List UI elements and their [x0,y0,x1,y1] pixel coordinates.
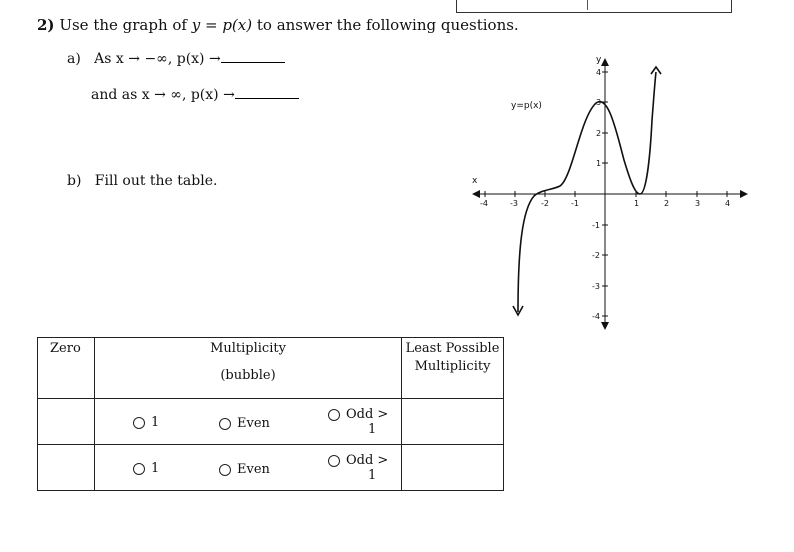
top-arrow-fragment [587,0,588,10]
x-tick-label: 3 [695,199,701,208]
radio-circle-icon[interactable] [328,455,340,467]
option-even-label: Even [237,462,270,477]
option-one[interactable] [133,461,159,476]
option-one[interactable] [133,415,159,430]
y-tick-label: -1 [592,221,600,230]
question-function: y = p(x) [191,16,253,34]
header-multiplicity [95,338,402,399]
curve-label: y=p(x) [511,101,542,111]
header-zero [38,338,95,399]
least-multiplicity-cell[interactable] [402,445,504,491]
header-mult-line2: (bubble) [220,368,276,383]
option-even[interactable] [219,462,270,477]
x-tick-label: -4 [480,199,488,208]
radio-circle-icon[interactable] [219,418,231,430]
radio-circle-icon[interactable] [133,463,145,475]
header-least-possible [402,338,504,399]
function-graph [470,45,760,335]
header-zero-label: Zero [50,341,81,356]
part-b-text: Fill out the table. [94,173,218,189]
part-a-line1 [67,51,285,67]
option-odd-label2: 1 [368,468,377,483]
radio-circle-icon[interactable] [219,464,231,476]
option-one-label: 1 [151,415,160,430]
multiplicity-options-cell [95,399,402,445]
least-multiplicity-cell[interactable] [402,399,504,445]
option-even-label: Even [237,416,270,431]
question-text-after: to answer the following questions. [252,16,519,34]
x-tick-label: 2 [664,199,670,208]
question-number: 2) [37,16,55,34]
option-odd-label: Odd > [346,407,389,422]
option-one-label: 1 [151,461,160,476]
y-tick-label: 2 [596,129,602,138]
x-tick-label: -1 [571,199,579,208]
y-tick-label: -2 [592,251,600,260]
part-a-line2 [91,87,299,103]
option-even[interactable] [219,416,270,431]
x-tick-label: 1 [634,199,640,208]
x-tick-label: -3 [510,199,518,208]
x-tick-label: 4 [725,199,731,208]
zero-cell[interactable] [38,399,95,445]
option-odd-label2: 1 [368,422,377,437]
table-row [38,445,504,491]
y-axis-label: y [596,55,602,65]
y-tick-label: 1 [596,159,602,168]
part-b-label: b) [67,173,82,189]
y-tick-label: -3 [592,282,600,291]
header-least-line2: Multiplicity [414,359,491,374]
header-least-line1: Least Possible [405,341,500,356]
table-row [38,399,504,445]
answer-blank-pos-inf[interactable] [235,88,299,99]
question-text-before: Use the graph of [59,16,192,34]
y-tick-label: 3 [596,98,602,107]
radio-circle-icon[interactable] [133,417,145,429]
answer-blank-neg-inf[interactable] [221,52,285,63]
x-tick-label: -2 [541,199,549,208]
y-tick-label: -4 [592,312,600,321]
option-odd-label: Odd > [346,453,389,468]
option-odd[interactable] [328,407,388,437]
top-table-fragment [456,0,732,13]
part-b [67,173,217,189]
multiplicity-table [37,337,504,491]
part-a-text1: As x → −∞, p(x) → [94,51,221,67]
header-mult-line1: Multiplicity [210,341,286,356]
x-axis-label: x [472,176,478,186]
option-odd[interactable] [328,453,388,483]
multiplicity-options-cell [95,445,402,491]
question-title [37,16,519,34]
y-tick-label: 4 [596,68,602,77]
zero-cell[interactable] [38,445,95,491]
part-a-text2: and as x → ∞, p(x) → [91,87,235,103]
radio-circle-icon[interactable] [328,409,340,421]
part-a-label: a) [67,51,81,67]
table-header-row [38,338,504,399]
